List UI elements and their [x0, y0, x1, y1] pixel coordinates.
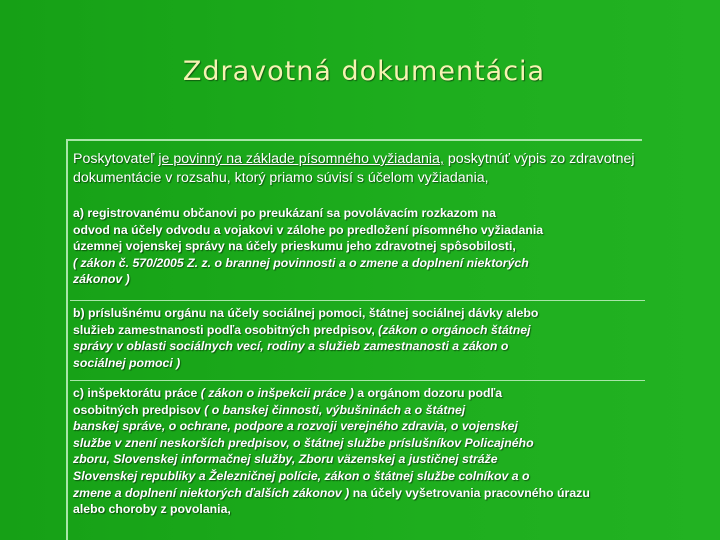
text-line	[73, 402, 673, 419]
text-line	[73, 468, 673, 485]
paragraph-c	[73, 385, 673, 518]
intro-highlight: je povinný na základe písomného vyžiadania,	[158, 151, 444, 167]
intro-text-end: poskytnúť výpis zo zdravotnej dokumentácie v rozsahu, ktorý priamo súvisí s účelom vyžiadania,	[73, 151, 635, 186]
text-segment: zboru, Slovenskej informačnej služby, Zboru väzenskej a justičnej stráže	[73, 452, 498, 467]
text-line	[73, 338, 673, 355]
text-line	[73, 501, 673, 518]
text-line	[73, 255, 673, 272]
top-rule	[67, 139, 642, 141]
text-segment: územnej vojenskej správy na účely prieskumu jeho zdravotnej spôsobilosti,	[73, 239, 516, 254]
text-segment: službe v znení neskorších predpisov, o štátnej službe príslušníkov Policajného	[73, 435, 534, 450]
text-segment: c) inšpektorátu práce	[73, 386, 201, 400]
text-line	[73, 238, 673, 255]
paragraph-a	[73, 205, 673, 288]
text-segment: a) registrovanému občanovi po preukázaní sa povolávacím rozkazom na	[73, 206, 497, 220]
text-line	[73, 205, 673, 222]
text-segment: správy v oblasti sociálnych vecí, rodiny a služieb zamestnanosti a zákon o	[73, 339, 509, 354]
text-segment: odvod na účely odvodu a vojakovi v zálohe po predložení písomného vyžiadania	[73, 222, 544, 237]
text-segment: ( zákon č. 570/2005 Z. z. o brannej povinnosti a o zmene a doplnení niektorých	[73, 255, 529, 270]
left-rule	[66, 139, 68, 540]
text-line	[73, 222, 673, 239]
intro-text-start: Poskytovateľ	[73, 151, 159, 167]
paragraph-b	[73, 305, 673, 371]
text-segment: b) príslušnému orgánu na účely sociálnej pomoci, štátnej sociálnej dávky alebo	[73, 306, 539, 320]
text-line	[73, 355, 673, 372]
text-segment: banskej správe, o ochrane, podpore a rozvoji verejného zdravia, o vojenskej	[73, 419, 518, 434]
text-segment: (zákon o orgánoch štátnej	[378, 322, 531, 337]
text-segment: alebo choroby z povolania,	[73, 502, 231, 517]
text-segment: Slovenskej republiky a Železničnej polície, zákon o štátnej službe colníkov a o	[73, 468, 530, 483]
text-segment: ( o banskej činnosti, výbušninách a o štátnej	[204, 402, 466, 417]
text-line	[73, 418, 673, 435]
text-segment: a orgánom dozoru podľa	[353, 386, 503, 400]
text-segment: zmene a doplnení niektorých ďalších zákonov )	[73, 485, 350, 500]
text-line	[73, 385, 673, 402]
separator-line	[70, 380, 645, 381]
text-line	[73, 451, 673, 468]
text-line	[73, 485, 673, 502]
text-line	[73, 322, 673, 339]
intro-paragraph	[73, 150, 673, 187]
text-line	[73, 305, 673, 322]
text-line	[73, 271, 673, 288]
text-segment: osobitných predpisov	[73, 402, 205, 417]
slide-title: Zdravotná dokumentácia	[182, 56, 546, 87]
text-segment: ( zákon o inšpekcii práce )	[200, 386, 354, 400]
separator-line	[70, 300, 645, 301]
text-segment: sociálnej pomoci )	[73, 355, 181, 370]
text-segment: zákonov )	[73, 272, 130, 287]
text-line	[73, 435, 673, 452]
text-segment: na účely vyšetrovania pracovného úrazu	[349, 485, 590, 500]
text-segment: služieb zamestnanosti podľa osobitných predpisov,	[73, 322, 379, 337]
